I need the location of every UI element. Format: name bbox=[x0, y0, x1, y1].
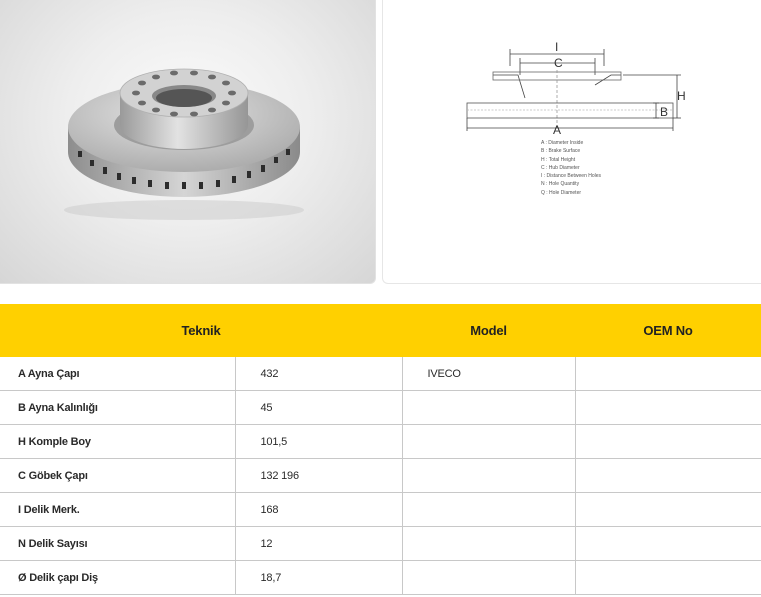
legend-item: A : Diameter Inside bbox=[541, 140, 584, 146]
table-row bbox=[0, 527, 761, 561]
legend-item: H : Total Height bbox=[541, 156, 576, 163]
legend-item: B : Brake Surface bbox=[541, 148, 581, 155]
spec-model: IVECO bbox=[402, 357, 575, 391]
technical-diagram-panel bbox=[382, 0, 761, 284]
spec-model bbox=[402, 493, 575, 527]
spec-model bbox=[402, 425, 575, 459]
spec-oem bbox=[575, 425, 761, 459]
spec-table bbox=[0, 304, 761, 595]
legend-item: I : Distance Between Holes bbox=[541, 173, 602, 180]
spec-value: 12 bbox=[235, 527, 402, 561]
spec-oem bbox=[575, 459, 761, 493]
spec-value: 168 bbox=[235, 493, 402, 527]
spec-model bbox=[402, 527, 575, 561]
header-oem: OEM No bbox=[575, 304, 761, 357]
spec-label: C Göbek Çapı bbox=[0, 459, 235, 493]
spec-value: 18,7 bbox=[235, 561, 402, 595]
spec-label: B Ayna Kalınlığı bbox=[0, 391, 235, 425]
spec-oem bbox=[575, 561, 761, 595]
spec-oem bbox=[575, 391, 761, 425]
table-row bbox=[0, 425, 761, 459]
header-model: Model bbox=[402, 304, 575, 357]
spec-oem bbox=[575, 527, 761, 561]
spec-value: 432 bbox=[235, 357, 402, 391]
spec-label: H Komple Boy bbox=[0, 425, 235, 459]
table-row bbox=[0, 459, 761, 493]
dim-label-a: A bbox=[553, 123, 562, 137]
spec-value: 101,5 bbox=[235, 425, 402, 459]
spec-value: 45 bbox=[235, 391, 402, 425]
diagram-legend bbox=[541, 139, 601, 197]
spec-label: I Delik Merk. bbox=[0, 493, 235, 527]
table-row bbox=[0, 493, 761, 527]
table-row bbox=[0, 391, 761, 425]
spec-oem bbox=[575, 493, 761, 527]
dim-label-i: I bbox=[555, 40, 559, 54]
legend-item: Q : Hole Diameter bbox=[541, 189, 582, 196]
legend-item: C : Hub Diameter bbox=[541, 164, 580, 171]
dim-label-h: H bbox=[677, 89, 686, 103]
table-row bbox=[0, 561, 761, 595]
spec-table-header bbox=[0, 304, 761, 357]
header-teknik: Teknik bbox=[0, 304, 402, 357]
spec-oem bbox=[575, 357, 761, 391]
dim-label-c: C bbox=[554, 56, 563, 70]
dim-label-b: B bbox=[660, 105, 669, 119]
spec-label: Ø Delik çapı Diş bbox=[0, 561, 235, 595]
product-image-panel bbox=[0, 0, 376, 284]
spec-model bbox=[402, 391, 575, 425]
spec-label: A Ayna Çapı bbox=[0, 357, 235, 391]
spec-model bbox=[402, 561, 575, 595]
spec-model bbox=[402, 459, 575, 493]
legend-item: N : Hole Quantity bbox=[541, 181, 580, 188]
spec-label: N Delik Sayısı bbox=[0, 527, 235, 561]
spec-value: 132 196 bbox=[235, 459, 402, 493]
table-row bbox=[0, 357, 761, 391]
brake-disc-image bbox=[0, 0, 375, 283]
